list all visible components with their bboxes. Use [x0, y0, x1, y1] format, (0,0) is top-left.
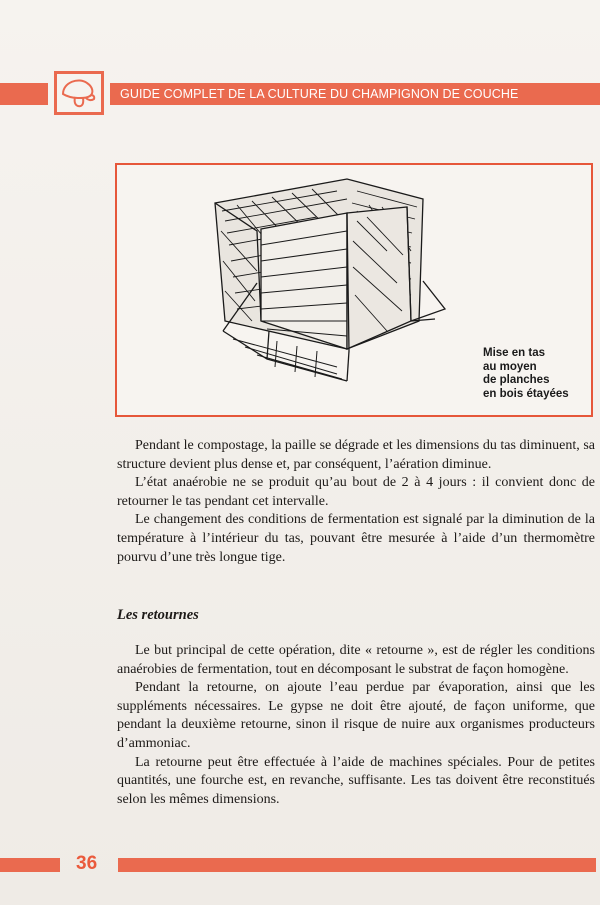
caption-line: Mise en tas [483, 347, 545, 359]
footer-left-bar [0, 858, 60, 872]
caption-line: en bois étayées [483, 387, 569, 400]
page-number: 36 [76, 853, 98, 874]
footer-right-bar [118, 858, 596, 872]
compost-heap-illustration [197, 171, 487, 411]
paragraph: Le but principal de cette opération, dite « retourne », est de régler les conditions anaérobies de fermentation, tout en décomposant le substrat de façon homogène. [117, 643, 595, 677]
figure-frame [115, 163, 593, 417]
caption-line: de planches [483, 374, 550, 386]
running-header [110, 83, 600, 105]
body-text-1 [117, 437, 595, 567]
running-header-title: GUIDE COMPLET DE LA CULTURE DU CHAMPIGNON DE COUCHE [120, 87, 519, 101]
figure-caption [483, 347, 593, 401]
body-text-2 [117, 642, 595, 809]
header-left-bar [0, 83, 48, 105]
paragraph: L’état anaérobie ne se produit qu’au bout de 2 à 4 jours : il convient donc de retourner le tas pendant cet intervalle. [117, 475, 595, 509]
mushroom-icon [57, 74, 101, 112]
paragraph: Le changement des conditions de fermentation est signalé par la diminution de la température à l’intérieur du tas, pouvant être mesurée à l’aide d’un thermomètre pourvu d’une très longue tige. [117, 512, 595, 565]
paragraph: Pendant le compostage, la paille se dégrade et les dimensions du tas diminuent, sa structure devient plus dense et, par conséquent, l’aération diminue. [117, 438, 595, 472]
paragraph: Pendant la retourne, on ajoute l’eau perdue par évaporation, ainsi que les suppléments nécessaires. Le gypse ne doit être ajouté, de façon uniforme, que pendant la deuxième retourne, sinon il risque de nuire aux organismes producteurs d’ammoniac. [117, 680, 595, 751]
caption-line: au moyen [483, 360, 537, 373]
paragraph: La retourne peut être effectuée à l’aide de machines spéciales. Pour de petites quantités, une fourche est, en revanche, suffisante. Les tas doivent être reconstitués selon les mêmes dimensions. [117, 754, 595, 807]
section-title: Les retournes [117, 607, 199, 623]
logo-box [54, 71, 104, 115]
